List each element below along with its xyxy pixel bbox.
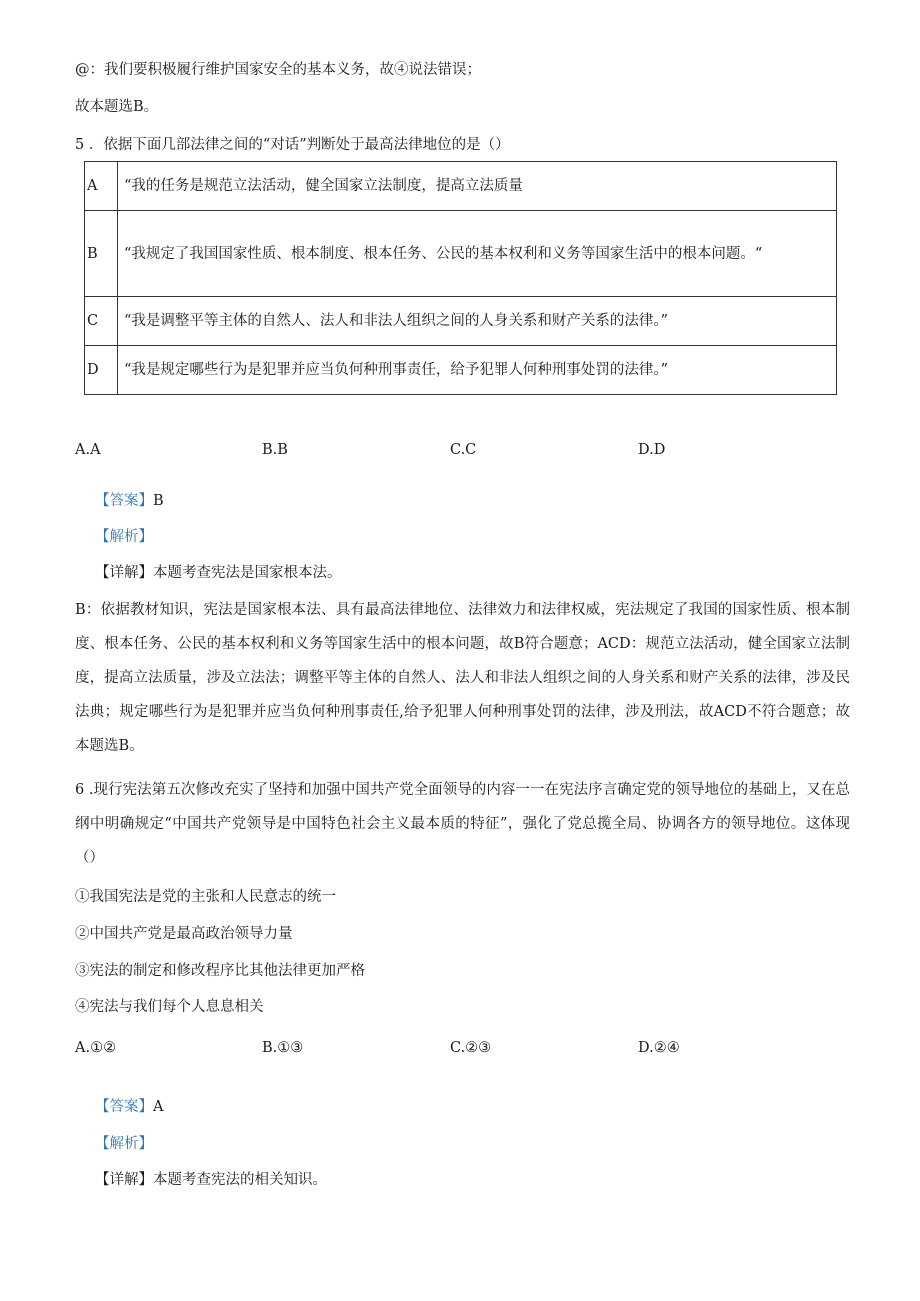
- option-label: A: [85, 162, 118, 211]
- intro-line-2: 故本题选B。: [75, 99, 159, 115]
- question-5-stem: 5 ．依据下面几部法律之间的“对话”判断处于最高法律地位的是（）: [75, 137, 510, 153]
- table-row: [85, 297, 837, 346]
- choice-a: A.①②: [75, 1040, 117, 1056]
- question-6-answer: [95, 1096, 163, 1118]
- question-5-choices: [75, 439, 775, 461]
- choice-c: C.C: [450, 442, 477, 458]
- choice-b: B.B: [262, 442, 288, 458]
- choice-d: D.②④: [638, 1040, 680, 1056]
- option-label: D: [85, 346, 118, 395]
- question-5-answer: [95, 490, 164, 512]
- table-row: [85, 162, 837, 211]
- question-5-options-table: [84, 161, 837, 395]
- choice-c: C.②③: [450, 1040, 492, 1056]
- answer-value: B: [153, 493, 164, 509]
- option-label: C: [85, 297, 118, 346]
- question-6-option-1: ①我国宪法是党的主张和人民意志的统一: [75, 889, 336, 905]
- option-text: “我的任务是规范立法活动，健全国家立法制度，提高立法质量: [118, 162, 837, 211]
- option-label: B: [85, 211, 118, 297]
- choice-a: A.A: [75, 442, 101, 458]
- question-6-stem: 6 .现行宪法第五次修改充实了坚持和加强中国共产党全面领导的内容一一在宪法序言确定党的领导地位的基础上，又在总纲中明确规定“中国共产党领导是中国特色社会主义最本质的特征”，强化了党总揽全局、协调各方的领导地位。这体现（）: [75, 782, 850, 866]
- question-6-analysis-tag: 【解析】: [95, 1136, 153, 1152]
- option-text: “我是规定哪些行为是犯罪并应当负何种刑事责任，给予犯罪人何种刑事处罚的法律。”: [118, 346, 837, 395]
- question-6-choices: [75, 1037, 775, 1059]
- question-5-analysis-tag: 【解析】: [95, 529, 153, 545]
- question-6-option-4: ④宪法与我们每个人息息相关: [75, 999, 264, 1015]
- question-5-explanation: B：依据教材知识，宪法是国家根本法、具有最高法律地位、法律效力和法律权威，宪法规定了我国的国家性质、根本制度、根本任务、公民的基本权利和义务等国家生活中的根本问题，故B符合题意；ACD：规范立法活动，健全国家立法制度，提高立法质量，涉及立法法；调整平等主体的自然人、法人和非法人组织之间的人身关系和财产关系的法律，涉及民法典；规定哪些行为是犯罪并应当负何种刑事责任,给予犯罪人何种刑事处罚的法律，涉及刑法，故ACD不符合题意；故本题选B。: [75, 602, 850, 754]
- intro-line-1: @：我们要积极履行维护国家安全的基本义务，故④说法错误；: [75, 62, 481, 78]
- option-text: “我是调整平等主体的自然人、法人和非法人组织之间的人身关系和财产关系的法律。”: [118, 297, 837, 346]
- question-5-detail: 【详解】本题考查宪法是国家根本法。: [95, 565, 342, 581]
- option-text: “我规定了我国国家性质、根本制度、根本任务、公民的基本权利和义务等国家生活中的根本问题。“: [118, 211, 837, 297]
- question-6-detail: 【详解】本题考查宪法的相关知识。: [95, 1172, 327, 1188]
- question-6-option-2: ②中国共产党是最高政治领导力量: [75, 926, 293, 942]
- answer-tag: 【答案】: [95, 493, 153, 509]
- table-row: [85, 346, 837, 395]
- answer-value: A: [153, 1099, 164, 1115]
- question-6-option-3: ③宪法的制定和修改程序比其他法律更加严格: [75, 963, 365, 979]
- table-row: [85, 211, 837, 297]
- answer-tag: 【答案】: [95, 1099, 153, 1115]
- choice-d: D.D: [638, 442, 666, 458]
- choice-b: B.①③: [262, 1040, 304, 1056]
